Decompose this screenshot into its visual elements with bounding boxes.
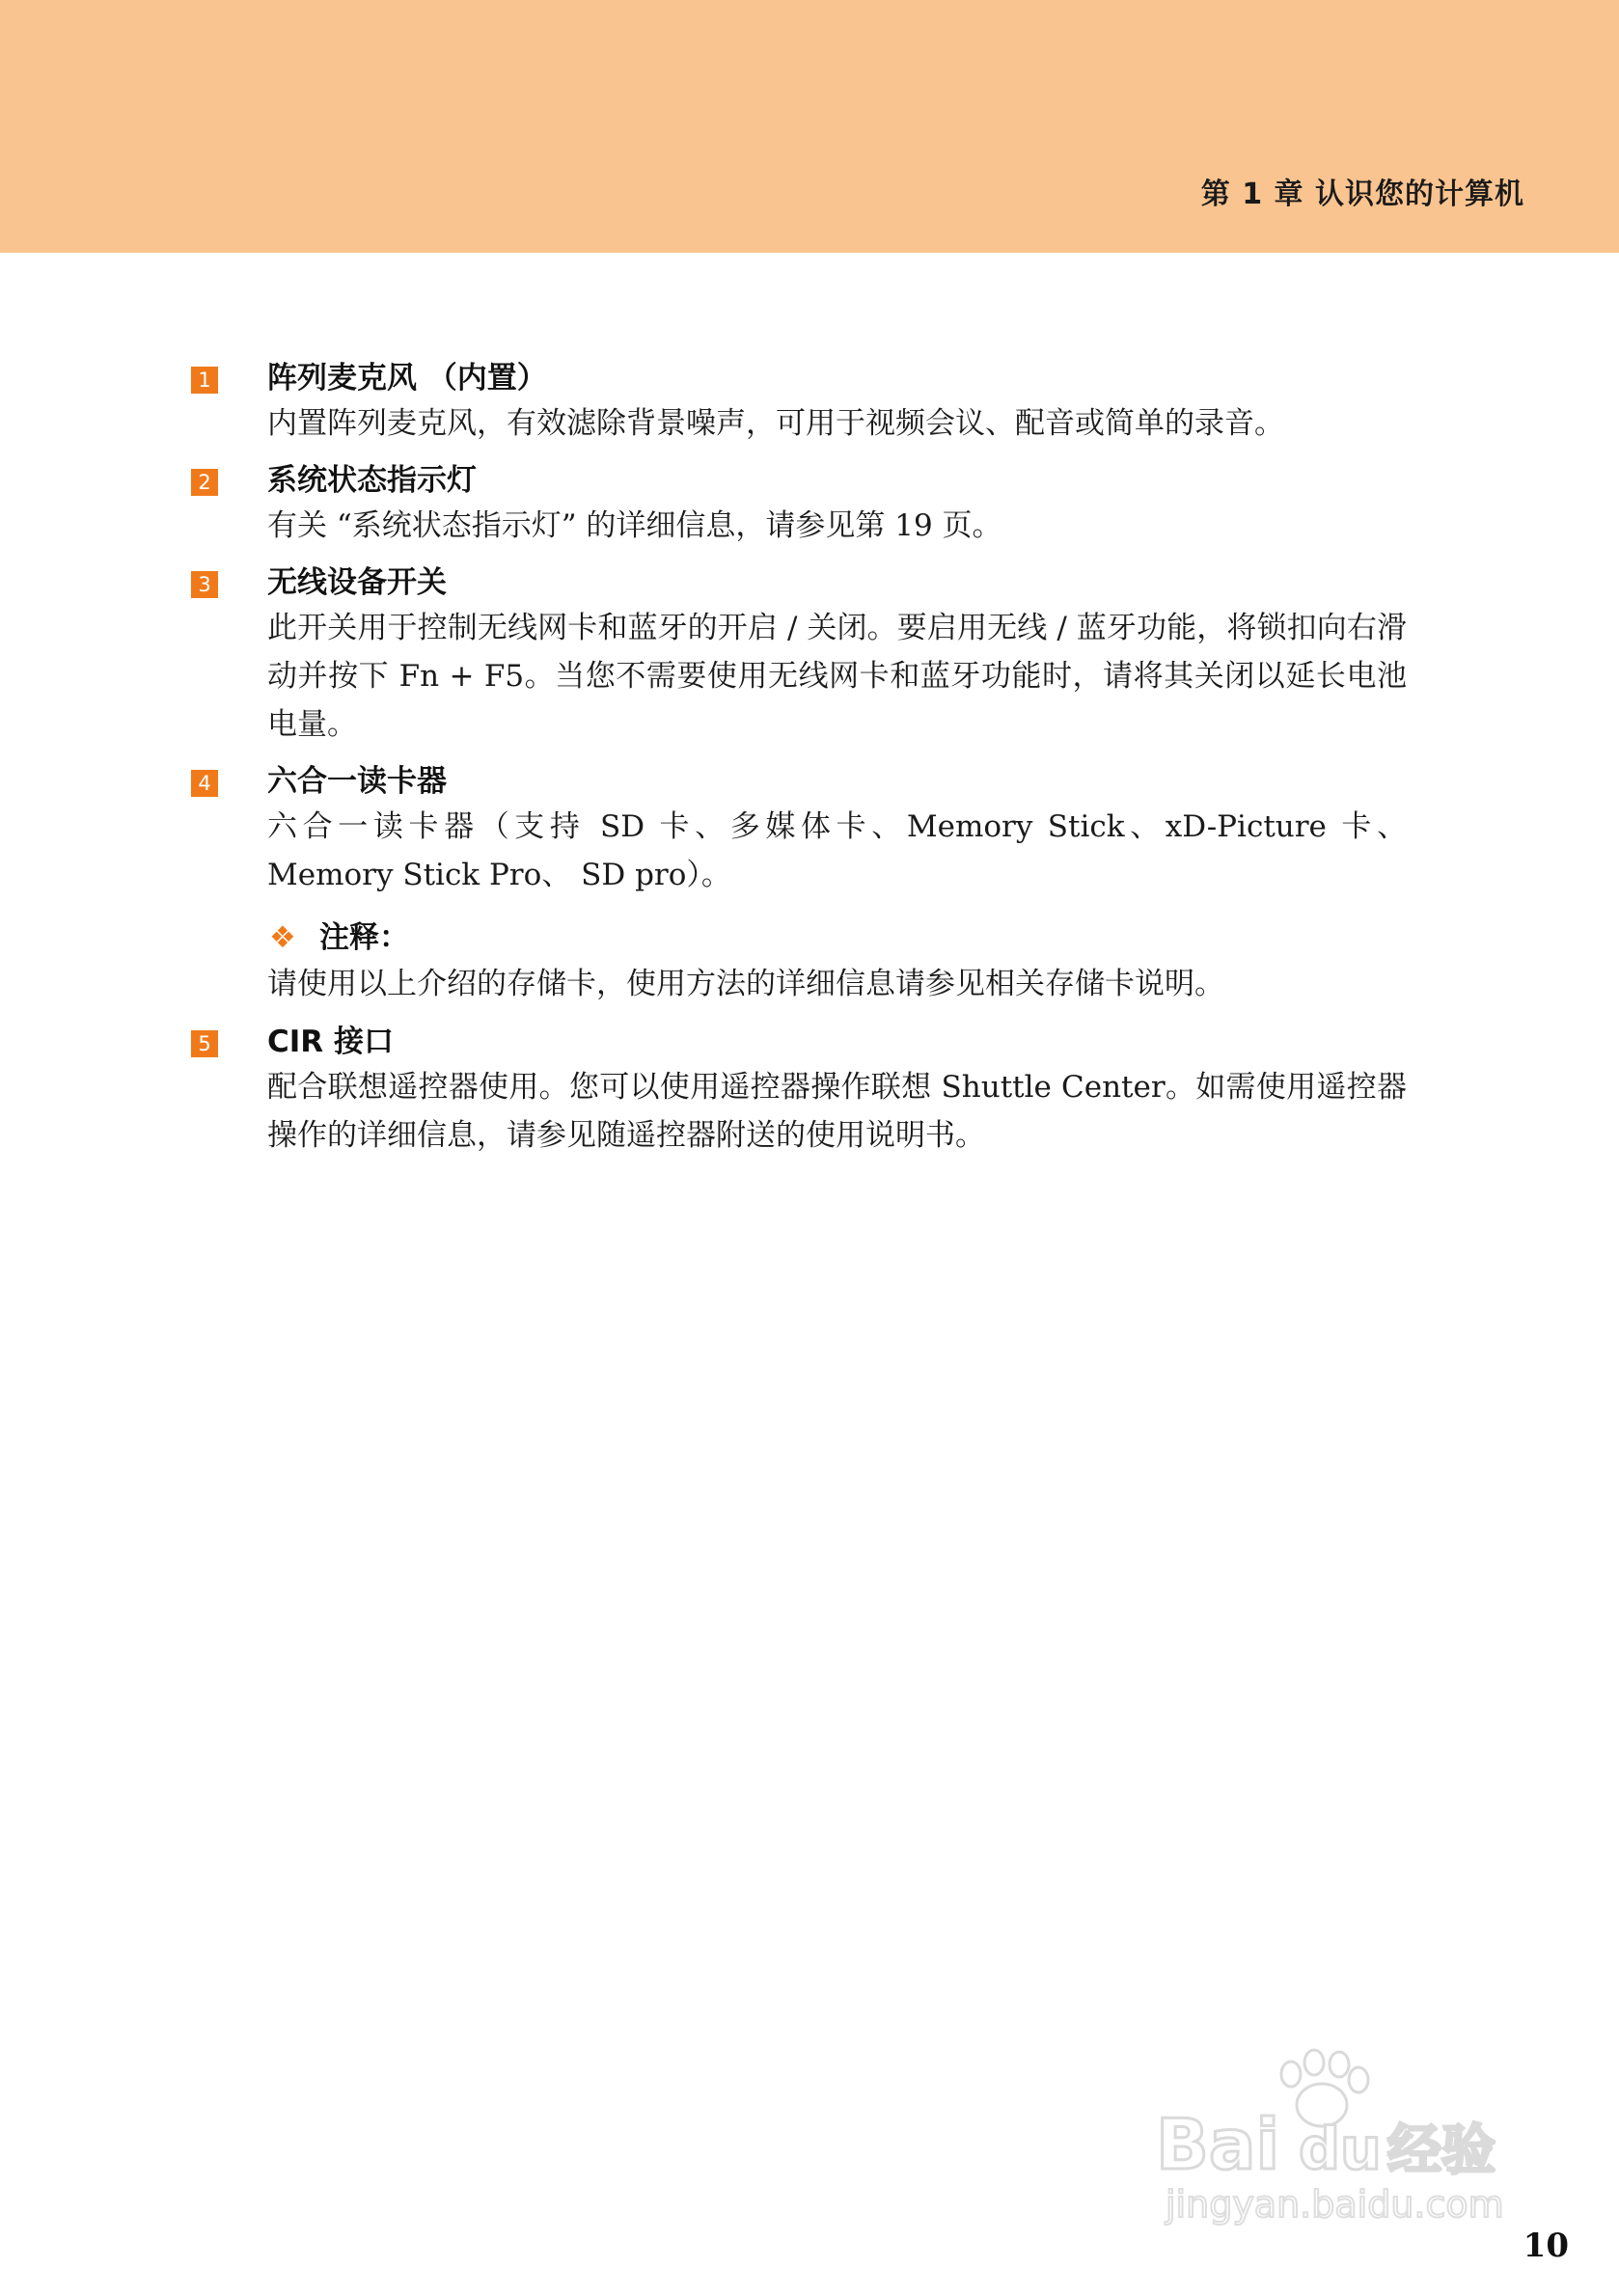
chapter-title: 第 1 章 认识您的计算机: [1200, 178, 1524, 211]
diamond-cluster-icon: ❖: [269, 920, 296, 955]
item-number-badge: 4: [191, 770, 218, 797]
list-item-2: [191, 459, 1407, 550]
item-title: 六合一读卡器: [267, 764, 447, 799]
content: [191, 357, 1407, 1171]
note-label: 注释：: [319, 920, 409, 955]
item-description: 六合一读卡器（支持 SD 卡、多媒体卡、Memory Stick、xD-Picture 卡、Memory Stick Pro、 SD pro）。: [267, 809, 1407, 892]
svg-text:du: du: [1299, 2116, 1382, 2183]
item-number-badge: 1: [191, 367, 218, 394]
note-block: [267, 916, 1407, 1009]
item-description: 配合联想遥控器使用。您可以使用遥控器操作联想 Shuttle Center。如需使用遥控器操作的详细信息，请参见随遥控器附送的使用说明书。: [267, 1070, 1407, 1153]
item-title: 无线设备开关: [267, 565, 447, 600]
list-item-1: [191, 357, 1407, 448]
note-body: 请使用以上介绍的存储卡，使用方法的详细信息请参见相关存储卡说明。: [267, 967, 1224, 1001]
item-number-badge: 2: [191, 469, 218, 496]
item-number-badge: 3: [191, 571, 218, 598]
item-description: 有关 “系统状态指示灯” 的详细信息，请参见第 19 页。: [267, 508, 1002, 543]
baidu-jingyan-watermark: [1148, 2045, 1534, 2238]
list-item-4: [191, 760, 1407, 1009]
item-description: 内置阵列麦克风，有效滤除背景噪声，可用于视频会议、配音或简单的录音。: [267, 406, 1284, 441]
note-heading: [267, 916, 1407, 959]
list-item-3: [191, 561, 1407, 749]
svg-text:Bai: Bai: [1156, 2104, 1280, 2185]
item-description: 此开关用于控制无线网卡和蓝牙的开启 / 关闭。要启用无线 / 蓝牙功能，将锁扣向右滑动并按下 Fn + F5。当您不需要使用无线网卡和蓝牙功能时，请将其关闭以延长电池电量。: [267, 611, 1407, 742]
svg-text:经验: 经验: [1387, 2119, 1496, 2182]
page-number: 10: [1523, 2227, 1569, 2265]
header-band: [0, 0, 1619, 253]
item-number-badge: 5: [191, 1030, 218, 1057]
list-item-5: [191, 1021, 1407, 1160]
item-title: 系统状态指示灯: [267, 463, 477, 498]
item-title: 阵列麦克风 （内置）: [267, 361, 547, 396]
item-title: CIR 接口: [267, 1025, 394, 1059]
svg-text:jingyan.baidu.com: jingyan.baidu.com: [1166, 2183, 1504, 2226]
